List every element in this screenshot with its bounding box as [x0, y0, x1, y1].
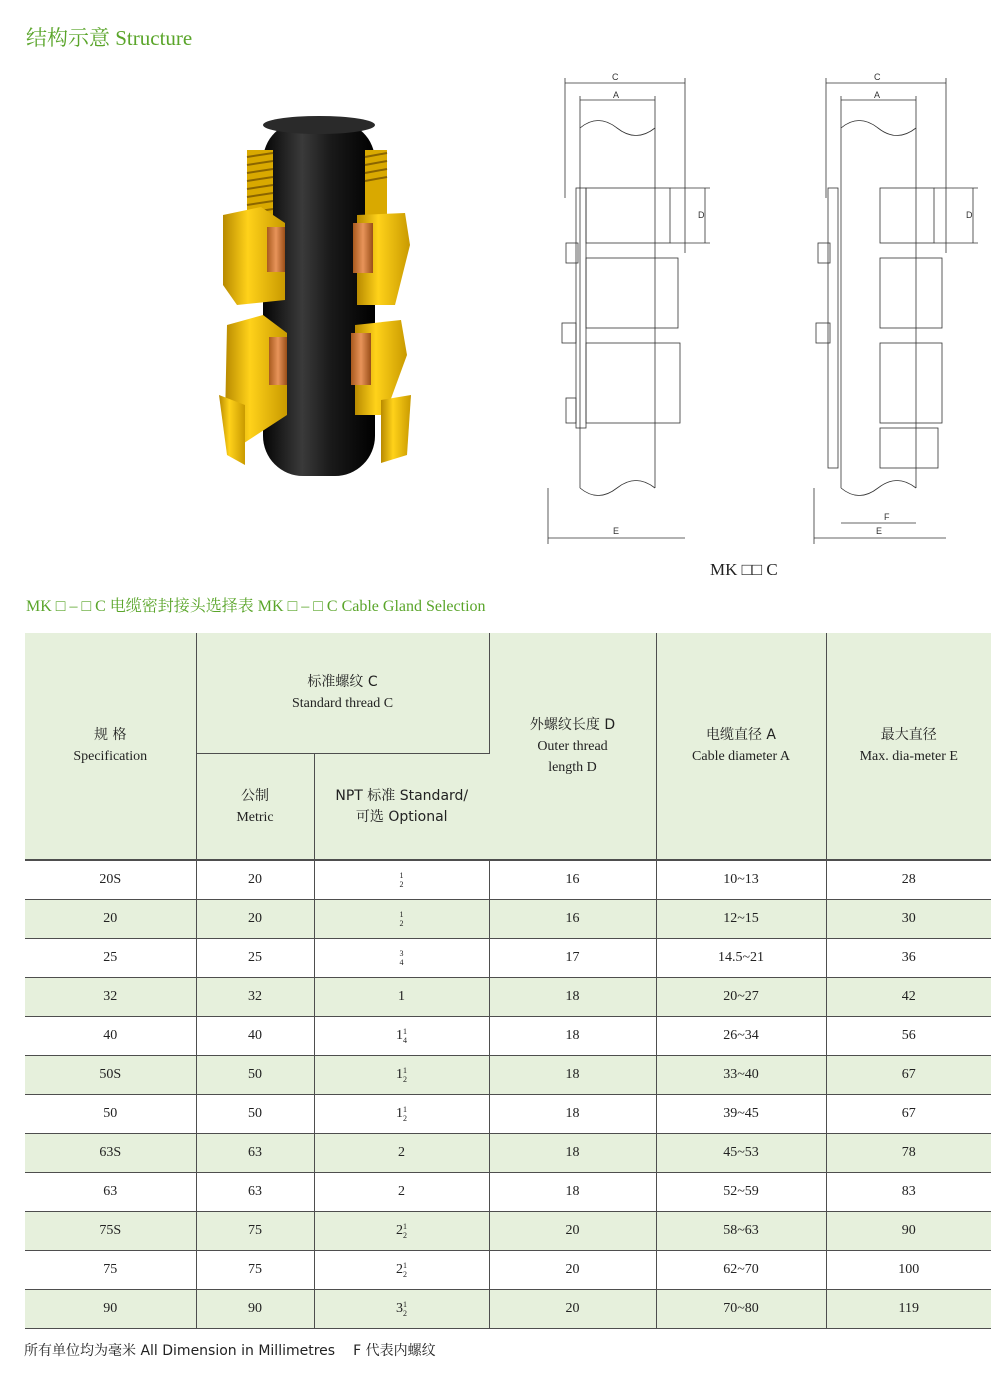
dim-d-label-2: D: [966, 210, 973, 220]
npt-whole: 1: [396, 1106, 403, 1122]
table-row: [25, 939, 991, 978]
cell-max-diameter: 100: [826, 1251, 991, 1290]
cell-npt: [314, 1251, 489, 1290]
table-row: [25, 1017, 991, 1056]
cell-length: 18: [489, 1134, 656, 1173]
table-body: [25, 860, 991, 1329]
cell-length: 18: [489, 1017, 656, 1056]
cell-max-diameter: 28: [826, 860, 991, 900]
model-label: MK □□ C: [710, 560, 778, 579]
header-outer-thread-length: 外螺纹长度 D Outer thread length D: [489, 633, 656, 860]
npt-fraction: 1 2: [403, 1261, 407, 1279]
dim-c-label: C: [612, 72, 619, 82]
table-title: MK □ – □ C 电缆密封接头选择表 MK □ – □ C Cable Gland Selection: [26, 598, 486, 615]
dim-c-label-2: C: [874, 72, 881, 82]
cell-max-diameter: 83: [826, 1173, 991, 1212]
table-row: [25, 1134, 991, 1173]
cell-max-diameter: 67: [826, 1095, 991, 1134]
dim-e-label-2: E: [876, 526, 883, 536]
cell-length: 16: [489, 900, 656, 939]
selection-table: [25, 633, 991, 1329]
cell-metric: 63: [196, 1173, 314, 1212]
cell-cable-diameter: 20~27: [656, 978, 826, 1017]
table-row: [25, 1212, 991, 1251]
cell-spec: 25: [25, 939, 196, 978]
npt-whole: 2: [396, 1262, 403, 1278]
npt-whole: 2: [398, 1145, 405, 1160]
npt-fraction: 1 2: [399, 910, 404, 928]
npt-fraction: 1 2: [403, 1066, 407, 1084]
cell-cable-diameter: 33~40: [656, 1056, 826, 1095]
cell-npt: [314, 939, 489, 978]
table-row: [25, 900, 991, 939]
npt-fraction: 1 4: [403, 1027, 407, 1045]
table-row: [25, 978, 991, 1017]
cell-spec: 50: [25, 1095, 196, 1134]
cell-npt: [314, 1173, 489, 1212]
header-max-diameter: 最大直径 Max. dia-meter E: [826, 633, 991, 860]
cell-spec: 50S: [25, 1056, 196, 1095]
cell-cable-diameter: 10~13: [656, 860, 826, 900]
cell-length: 18: [489, 1095, 656, 1134]
table-row: [25, 1173, 991, 1212]
cable-gland-illustration: [215, 115, 415, 485]
npt-whole: 1: [398, 989, 405, 1004]
npt-whole: 1: [396, 1067, 403, 1083]
cell-metric: 20: [196, 860, 314, 900]
cell-npt: [314, 860, 489, 900]
cell-metric: 50: [196, 1095, 314, 1134]
npt-fraction: 1 2: [403, 1222, 407, 1240]
cell-metric: 75: [196, 1212, 314, 1251]
cell-length: 18: [489, 1056, 656, 1095]
table-row: [25, 860, 991, 900]
header-npt: NPT 标准 Standard/ 可选 Optional: [314, 754, 489, 861]
cell-spec: 90: [25, 1290, 196, 1329]
cell-metric: 50: [196, 1056, 314, 1095]
npt-fraction: 1 2: [403, 1105, 407, 1123]
npt-whole: 2: [396, 1223, 403, 1239]
cell-spec: 40: [25, 1017, 196, 1056]
dim-a-label: A: [613, 90, 620, 100]
units-note: 所有单位均为毫米 All Dimension in Millimetres: [24, 1343, 336, 1359]
technical-drawing-right: [806, 68, 986, 548]
header-standard-thread: 标准螺纹 C Standard thread C: [196, 633, 489, 754]
npt-fraction: 1 2: [403, 1300, 407, 1318]
cell-max-diameter: 30: [826, 900, 991, 939]
cell-metric: 63: [196, 1134, 314, 1173]
dim-e-label: E: [613, 526, 620, 536]
cell-cable-diameter: 45~53: [656, 1134, 826, 1173]
npt-whole: 3: [396, 1301, 403, 1317]
cell-length: 20: [489, 1212, 656, 1251]
cell-max-diameter: 119: [826, 1290, 991, 1329]
dim-a-label-2: A: [874, 90, 881, 100]
cell-metric: 40: [196, 1017, 314, 1056]
cell-spec: 75S: [25, 1212, 196, 1251]
cell-max-diameter: 90: [826, 1212, 991, 1251]
npt-fraction: 3 4: [399, 949, 404, 967]
cell-npt: [314, 978, 489, 1017]
cell-length: 18: [489, 1173, 656, 1212]
dim-f-label: F: [884, 512, 890, 522]
cell-max-diameter: 56: [826, 1017, 991, 1056]
cell-cable-diameter: 39~45: [656, 1095, 826, 1134]
cell-max-diameter: 42: [826, 978, 991, 1017]
cell-cable-diameter: 62~70: [656, 1251, 826, 1290]
cell-npt: [314, 1017, 489, 1056]
cell-metric: 25: [196, 939, 314, 978]
cell-length: 20: [489, 1251, 656, 1290]
cell-npt: [314, 900, 489, 939]
cell-spec: 20: [25, 900, 196, 939]
header-cable-diameter: 电缆直径 A Cable diameter A: [656, 633, 826, 860]
cell-npt: [314, 1134, 489, 1173]
cell-metric: 90: [196, 1290, 314, 1329]
cell-spec: 75: [25, 1251, 196, 1290]
cell-cable-diameter: 58~63: [656, 1212, 826, 1251]
page-heading: 结构示意 Structure: [26, 26, 193, 50]
table-row: [25, 1290, 991, 1329]
cell-spec: 32: [25, 978, 196, 1017]
internal-thread-note: F 代表内螺纹: [353, 1343, 436, 1359]
technical-drawing-left: [540, 68, 720, 548]
cell-length: 18: [489, 978, 656, 1017]
header-metric: 公制 Metric: [196, 754, 314, 861]
cell-cable-diameter: 26~34: [656, 1017, 826, 1056]
table-row: [25, 1056, 991, 1095]
table-row: [25, 1095, 991, 1134]
cell-spec: 20S: [25, 860, 196, 900]
cell-max-diameter: 67: [826, 1056, 991, 1095]
cell-metric: 20: [196, 900, 314, 939]
cell-cable-diameter: 70~80: [656, 1290, 826, 1329]
npt-whole: 1: [396, 1028, 403, 1044]
cell-cable-diameter: 14.5~21: [656, 939, 826, 978]
cell-spec: 63S: [25, 1134, 196, 1173]
cell-metric: 32: [196, 978, 314, 1017]
cell-cable-diameter: 12~15: [656, 900, 826, 939]
cell-length: 16: [489, 860, 656, 900]
table-row: [25, 1251, 991, 1290]
cell-npt: [314, 1290, 489, 1329]
footer-note: [24, 1340, 436, 1360]
npt-fraction: 1 2: [399, 871, 404, 889]
cell-length: 17: [489, 939, 656, 978]
dim-d-label: D: [698, 210, 705, 220]
cell-npt: [314, 1095, 489, 1134]
npt-whole: 2: [398, 1184, 405, 1199]
cell-max-diameter: 36: [826, 939, 991, 978]
cell-length: 20: [489, 1290, 656, 1329]
cell-npt: [314, 1056, 489, 1095]
cell-spec: 63: [25, 1173, 196, 1212]
cell-max-diameter: 78: [826, 1134, 991, 1173]
header-specification: 规 格 Specification: [25, 633, 196, 860]
cell-npt: [314, 1212, 489, 1251]
cell-metric: 75: [196, 1251, 314, 1290]
cell-cable-diameter: 52~59: [656, 1173, 826, 1212]
